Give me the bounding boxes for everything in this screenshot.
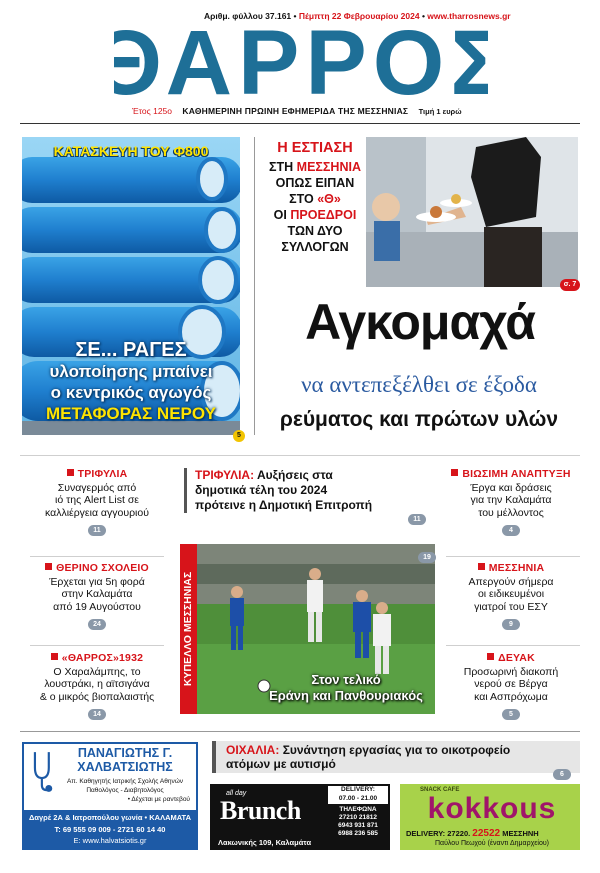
right-item-1-line-2: για την Καλαμάτα xyxy=(470,494,552,506)
issue-date: Πέμπτη 22 Φεβρουαρίου 2024 xyxy=(298,11,420,21)
left-item-1-head: ΤΡΙΦΥΛΙΑ xyxy=(77,468,128,480)
left-item-2[interactable] xyxy=(22,562,172,652)
right-item-1[interactable] xyxy=(440,468,582,554)
right-item-3-page: 5 xyxy=(502,709,520,720)
hestia-kicker: Η ΕΣΤΙΑΣΗ xyxy=(277,140,353,156)
masthead-divider xyxy=(20,123,580,124)
left-item-1-line-3: καλλιέργεια αγγουριού xyxy=(45,506,149,519)
main-headline[interactable]: Αγκομαχά xyxy=(305,294,535,350)
brunch-ad[interactable] xyxy=(210,784,390,850)
right-item-2-line-2: οι ειδικευμένοι xyxy=(477,588,545,600)
football-side-label-text: ΚΥΠΕΛΛΟ ΜΕΣΣΗΝΙΑΣ xyxy=(182,571,194,687)
hestia-text-block xyxy=(256,140,374,255)
kokkous-delivery: DELIVERY: 27220. xyxy=(406,829,471,838)
left-item-1[interactable] xyxy=(22,468,172,554)
football-caption-1: Στον τελικό xyxy=(311,672,381,687)
football-photo[interactable] xyxy=(197,544,435,714)
kokkous-ad[interactable] xyxy=(400,784,580,850)
pipes-line-1: ΣΕ... ΡΑΓΕΣ xyxy=(75,339,187,361)
masthead-logo xyxy=(114,14,488,102)
center-story-line-3: πρότεινε η Δημοτική Επιτροπή xyxy=(195,498,373,512)
hestia-line-4 xyxy=(256,207,374,223)
brunch-delivery-label: DELIVERY: xyxy=(341,786,375,793)
issue-bullet-2: • xyxy=(421,11,428,21)
left-item-3-page: 14 xyxy=(88,709,106,720)
kokkous-small: SNACK CAFE xyxy=(420,787,460,793)
bullet-icon xyxy=(51,653,58,660)
brunch-delivery-hours: 07.00 - 21.00 xyxy=(338,794,378,802)
right-col-sep-2 xyxy=(446,645,580,646)
right-item-1-page: 4 xyxy=(502,525,520,536)
doctor-email[interactable]: E: www.halvatsiotis.gr xyxy=(73,836,147,845)
left-item-3-line-3: & ο μικρός βιοπαλαιστής xyxy=(39,690,155,703)
doctor-desc xyxy=(54,777,196,804)
left-column xyxy=(22,468,172,738)
pipes-headline xyxy=(22,340,240,424)
center-story-line-1-text: Αυξήσεις στα xyxy=(257,468,333,482)
right-item-1-head: ΒΙΩΣΙΜΗ ΑΝΑΠΤΥΞΗ xyxy=(462,468,571,480)
pipes-line-4: ΜΕΤΑΦΟΡΑΣ ΝΕΡΟΥ xyxy=(46,404,216,423)
year-label: Έτος 125ο xyxy=(132,106,172,116)
right-item-1-line-1: Έργα και δράσεις xyxy=(470,481,552,494)
right-item-2-head: ΜΕΣΣΗΝΙΑ xyxy=(488,562,545,574)
oichalia-line-1-text: Συνάντηση εργασίας για το οικοτροφείο xyxy=(282,743,511,757)
right-column xyxy=(440,468,582,738)
center-story[interactable] xyxy=(184,468,430,513)
brunch-phone-1: 27210 21812 xyxy=(339,814,377,821)
oichalia-head: ΟΙΧΑΛΙΑ: xyxy=(226,743,280,757)
hestia-page-badge: σ. 7 xyxy=(560,279,580,291)
oichalia-line-1 xyxy=(226,743,580,757)
oichalia-story[interactable] xyxy=(212,741,580,773)
issue-bullet: • xyxy=(293,11,299,21)
hestia-line-2: ΟΠΩΣ ΕΙΠΑΝ xyxy=(275,176,355,190)
left-item-1-line-1: Συναγερμός από xyxy=(57,481,137,494)
website-link[interactable]: www.tharrosnews.gr xyxy=(427,11,511,21)
pipes-kicker: ΚΑΤΑΣΚΕΥΗ ΤΟΥ Φ800 xyxy=(53,143,209,159)
bullet-icon xyxy=(45,563,52,570)
oichalia-page: 6 xyxy=(553,769,571,780)
kokkous-address: Παύλου Πεωχού (έναντι Δημαρχείου) xyxy=(434,840,549,847)
right-item-3-head: ΔΕΥΑΚ xyxy=(498,652,535,664)
left-item-1-line-2: ιό της Alert List σε xyxy=(55,494,139,506)
bullet-icon xyxy=(67,469,74,476)
pipes-line-2: υλοποίησης μπαίνει xyxy=(49,362,213,381)
kokkous-delivery-row xyxy=(406,828,578,839)
pipes-photo[interactable] xyxy=(22,137,240,435)
right-item-2-page: 9 xyxy=(502,619,520,630)
brunch-address: Λακωνικής 109, Καλαμάτα xyxy=(218,838,312,847)
oichalia-line-2: ατόμων με αυτισμό xyxy=(226,757,336,771)
brunch-delivery-box xyxy=(328,786,388,804)
center-story-page: 11 xyxy=(408,514,426,525)
football-page-wrap xyxy=(418,546,436,564)
hestia-divider xyxy=(254,137,255,435)
hestia-line-3a: ΣΤΟ xyxy=(289,192,314,206)
doctor-name xyxy=(54,746,196,774)
left-item-2-line-2: στην Καλαμάτα xyxy=(61,588,133,600)
right-item-3[interactable] xyxy=(440,652,582,738)
left-item-2-line-3: από 19 Αυγούστου xyxy=(53,600,141,613)
right-item-3-line-3: και Ασπρόχωμα xyxy=(474,690,548,703)
brunch-phone-3: 6988 236 585 xyxy=(338,830,378,837)
stethoscope-icon xyxy=(28,750,54,794)
right-item-2-line-3: γιατροί του ΕΣΥ xyxy=(474,600,548,613)
brunch-phones-label: ΤΗΛΕΦΩΝΑ xyxy=(339,806,377,813)
center-story-line-1 xyxy=(195,468,430,483)
hestia-line-6: ΣΥΛΛΟΓΩΝ xyxy=(281,240,349,254)
doctor-address: Δαγρέ 2Α & Ιατροπούλου γωνία • ΚΑΛΑΜΑΤΑ xyxy=(29,813,191,822)
price-label: Τιμή 1 ευρώ xyxy=(418,107,462,116)
main-subheadline-1: να αντεπεξέλθει σε έξοδα xyxy=(301,372,537,397)
doctor-ad[interactable] xyxy=(22,742,198,850)
brunch-phones xyxy=(328,806,388,838)
pipes-line-3: ο κεντρικός αγωγός xyxy=(50,383,212,402)
right-item-1-line-3: του μέλλοντος xyxy=(478,506,544,519)
doctor-contact xyxy=(24,810,196,848)
center-story-head: ΤΡΙΦΥΛΙΑ: xyxy=(195,468,255,482)
right-item-3-line-1: Προσωρινή διακοπή xyxy=(463,665,559,678)
oichalia-page-wrap xyxy=(553,763,571,781)
logo-graphic xyxy=(114,14,488,102)
kokkous-logo: kokkous xyxy=(427,792,557,825)
left-item-2-page: 24 xyxy=(88,619,106,630)
tagline-row xyxy=(132,106,504,116)
waiter-illustration xyxy=(366,137,578,287)
bullet-icon xyxy=(487,653,494,660)
main-subheadline-2: ρεύματος και πρώτων υλών xyxy=(279,408,559,431)
left-item-2-line-1: Έρχεται για 5η φορά xyxy=(49,575,145,588)
right-col-sep-1 xyxy=(446,556,580,557)
logo-text: ΘΑΡΡΟΣ xyxy=(114,14,488,102)
hestia-line-5: ΤΩΝ ΔΥΟ xyxy=(287,224,343,238)
hestia-line-1a: ΣΤΗ xyxy=(269,160,294,174)
brunch-all-day: all day xyxy=(226,790,247,797)
kokkous-town: ΜΕΣΣΗΝΗ xyxy=(502,829,539,838)
bullet-icon xyxy=(451,469,458,476)
lower-divider xyxy=(20,731,580,732)
hestia-line-4b: ΠΡΟΕΔΡΟΙ xyxy=(290,208,357,222)
kokkous-num: 22522 xyxy=(472,828,501,839)
left-col-sep-1 xyxy=(30,556,164,557)
section-divider xyxy=(20,455,580,456)
center-story-page-wrap xyxy=(408,508,426,526)
right-item-2-line-1: Απεργούν σήμερα xyxy=(468,575,554,588)
brunch-logo: Brunch xyxy=(220,796,301,825)
tagline: ΚΑΘΗΜΕΡΙΝΗ ΠΡΩΙΝΗ ΕΦΗΜΕΡΙΔΑ ΤΗΣ ΜΕΣΣΗΝΙΑΣ xyxy=(182,106,409,116)
left-col-sep-2 xyxy=(30,645,164,646)
left-item-3-line-1: Ο Χαραλάμπης, το xyxy=(53,665,141,678)
hestia-line-1b: ΜΕΣΣΗΝΙΑ xyxy=(296,160,361,174)
waiter-photo[interactable] xyxy=(366,137,578,287)
center-story-line-2: δημοτικά τέλη του 2024 xyxy=(195,483,328,497)
hestia-line-1 xyxy=(256,159,374,175)
right-item-2[interactable] xyxy=(440,562,582,652)
hestia-line-4a: ΟΙ xyxy=(273,208,287,222)
doctor-name-2: ΧΑΛΒΑΤΣΙΩΤΗΣ xyxy=(77,760,173,774)
doctor-desc-1: Απ. Καθηγητής Ιατρικής Σχολής Αθηνών xyxy=(66,778,184,785)
pipes-page-badge: 5 xyxy=(233,430,245,442)
football-page: 19 xyxy=(418,552,436,563)
hestia-line-3 xyxy=(256,191,374,207)
football-side-label xyxy=(180,544,197,714)
left-item-3[interactable] xyxy=(22,652,172,738)
brunch-phone-2: 6943 931 871 xyxy=(338,822,378,829)
issue-number: Αριθμ. φύλλου 37.161 xyxy=(204,11,292,21)
doctor-phones: Τ: 69 555 09 009 - 2721 60 14 40 xyxy=(54,824,166,834)
left-item-1-page: 11 xyxy=(88,525,106,536)
doctor-desc-3: • Δέχεται με ραντεβού xyxy=(127,796,190,803)
doctor-desc-2: Παθολόγος - Διαβητολόγος xyxy=(86,787,164,794)
hestia-line-3b: «Θ» xyxy=(317,192,341,206)
left-item-3-line-2: λουστράκι, η αϊτσιγάνα xyxy=(44,678,150,690)
left-item-2-head: ΘΕΡΙΝΟ ΣΧΟΛΕΙΟ xyxy=(56,562,149,574)
football-caption xyxy=(257,672,435,704)
left-item-3-head: «ΘΑΡΡΟΣ»1932 xyxy=(61,652,144,664)
bullet-icon xyxy=(478,563,485,570)
doctor-name-1: ΠΑΝΑΓΙΩΤΗΣ Γ. xyxy=(77,746,173,760)
football-caption-2: Εράνη και Πανθουριακός xyxy=(269,688,423,703)
right-item-3-line-2: νερού σε Βέργα xyxy=(474,678,548,690)
